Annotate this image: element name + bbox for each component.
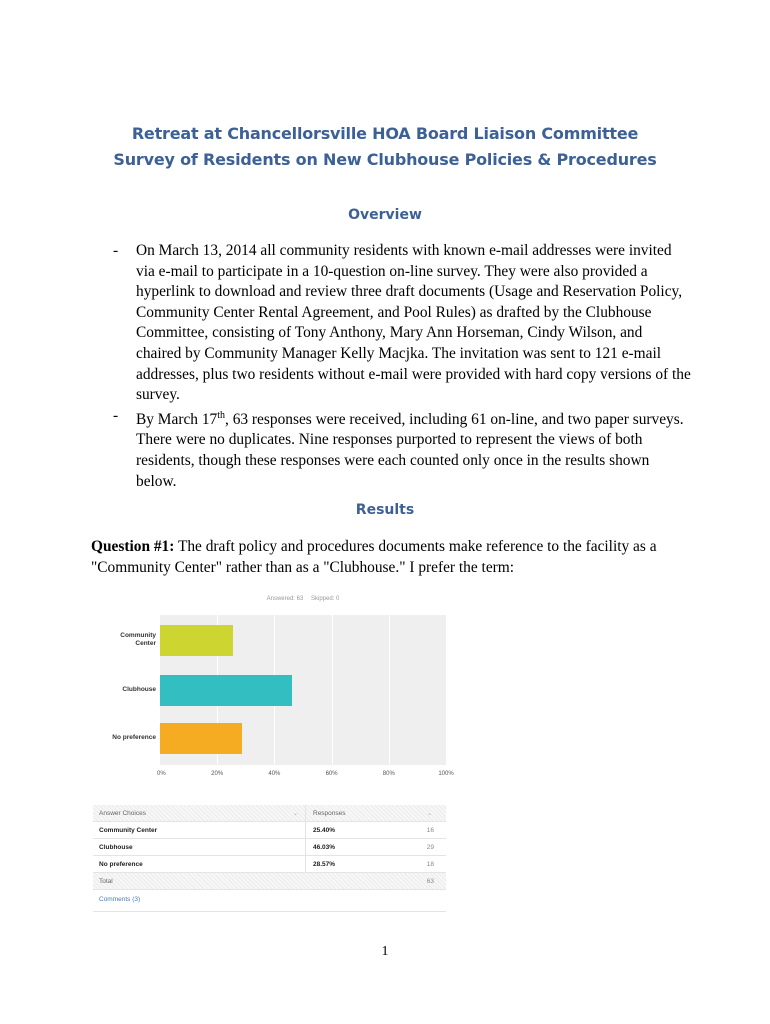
x-tick-label: 40%: [268, 771, 281, 777]
bullet-2-text-post: , 63 responses were received, including 61 on-line, and two paper surveys. There were no duplicates. Nine responses purported to represent the views of both residents, though these responses were each counted only once in the results shown below.: [136, 410, 684, 490]
category-label: [96, 734, 156, 742]
row-count: 29: [426, 844, 434, 851]
gridline: [389, 615, 390, 765]
bullet-2-superscript: th: [217, 409, 225, 421]
results-table: [93, 805, 446, 890]
page-number: 1: [381, 944, 389, 959]
bullet-2-text-pre: By March 17: [136, 410, 218, 428]
question-1: [91, 537, 691, 578]
bar-community-center: [160, 625, 233, 656]
overview-heading: Overview: [348, 207, 422, 223]
title-line-2: Survey of Residents on New Clubhouse Policies & Procedures: [113, 150, 657, 169]
bar-clubhouse: [160, 675, 292, 706]
overview-bullet-1: [91, 241, 691, 406]
sort-arrow-icon[interactable]: ⌄: [293, 811, 299, 817]
row-percent: 28.57%: [313, 861, 336, 868]
total-value: 63: [426, 878, 434, 885]
table-header-row: [93, 805, 446, 822]
x-tick-label: 20%: [211, 771, 224, 777]
gridline: [332, 615, 333, 765]
overview-bullet-2: [91, 406, 691, 493]
results-heading: Results: [355, 502, 415, 518]
table-bottom-border: [93, 911, 446, 912]
column-divider: [305, 822, 306, 838]
sort-arrow-icon[interactable]: ⌄: [427, 811, 433, 817]
row-count: 18: [426, 861, 434, 868]
title-line-1: Retreat at Chancellorsville HOA Board Liaison Committee: [131, 124, 639, 143]
question-text: The draft policy and procedures documents make reference to the facility as a "Community Center" rather than as a "Clubhouse." I prefer the term:: [91, 538, 657, 576]
column-divider: [305, 839, 306, 855]
category-label: [96, 632, 156, 648]
category-label-line: Community: [120, 632, 156, 639]
total-label: Total: [99, 878, 113, 885]
column-divider: [305, 805, 306, 821]
x-tick-label: 0%: [157, 771, 166, 777]
row-choice: No preference: [99, 861, 143, 868]
category-label-line: Clubhouse: [122, 686, 156, 693]
category-label-line: Center: [135, 640, 156, 647]
bar-chart-plot: [160, 615, 446, 765]
table-total-row: [93, 873, 446, 890]
column-divider: [305, 856, 306, 872]
row-count: 16: [426, 827, 434, 834]
bullet-dash: -: [113, 406, 119, 424]
x-tick-label: 80%: [382, 771, 395, 777]
row-percent: 25.40%: [313, 827, 336, 834]
overview-bullets: [91, 241, 691, 492]
table-row: [93, 822, 446, 839]
bullet-1-text: On March 13, 2014 all community residents with known e-mail addresses were invited via e-mail to participate in a 10-question on-line survey. They were also provided a hyperlink to download and review three draft documents (Usage and Reservation Policy, Community Center Rental Agreement, and Pool Rules) as drafted by the Clubhouse Committee, consisting of Tony Anthony, Mary Ann Horseman, Cindy Wilson, and chaired by Community Manager Kelly Macjka. The invitation was sent to 121 e-mail addresses, plus two residents without e-mail were provided with hard copy versions of the survey.: [136, 242, 691, 404]
bullet-dash: -: [113, 242, 119, 259]
bar-no-preference: [160, 723, 242, 754]
category-label: [96, 686, 156, 694]
question-label: Question #1:: [91, 538, 175, 555]
row-choice: Clubhouse: [99, 844, 133, 851]
x-tick-label: 100%: [438, 771, 454, 777]
category-label-line: No preference: [112, 734, 156, 741]
table-row: [93, 839, 446, 856]
answered-skipped: [160, 596, 446, 602]
table-row: [93, 856, 446, 873]
header-responses[interactable]: Responses: [313, 810, 346, 817]
skipped-count: Skipped: 0: [311, 596, 340, 602]
row-percent: 46.03%: [313, 844, 336, 851]
comments-link[interactable]: Comments (3): [99, 896, 141, 903]
answered-count: Answered: 63: [266, 596, 304, 602]
row-choice: Community Center: [99, 827, 158, 834]
x-tick-label: 60%: [325, 771, 338, 777]
header-answer-choices[interactable]: Answer Choices: [99, 810, 146, 817]
gridline: [446, 615, 447, 765]
